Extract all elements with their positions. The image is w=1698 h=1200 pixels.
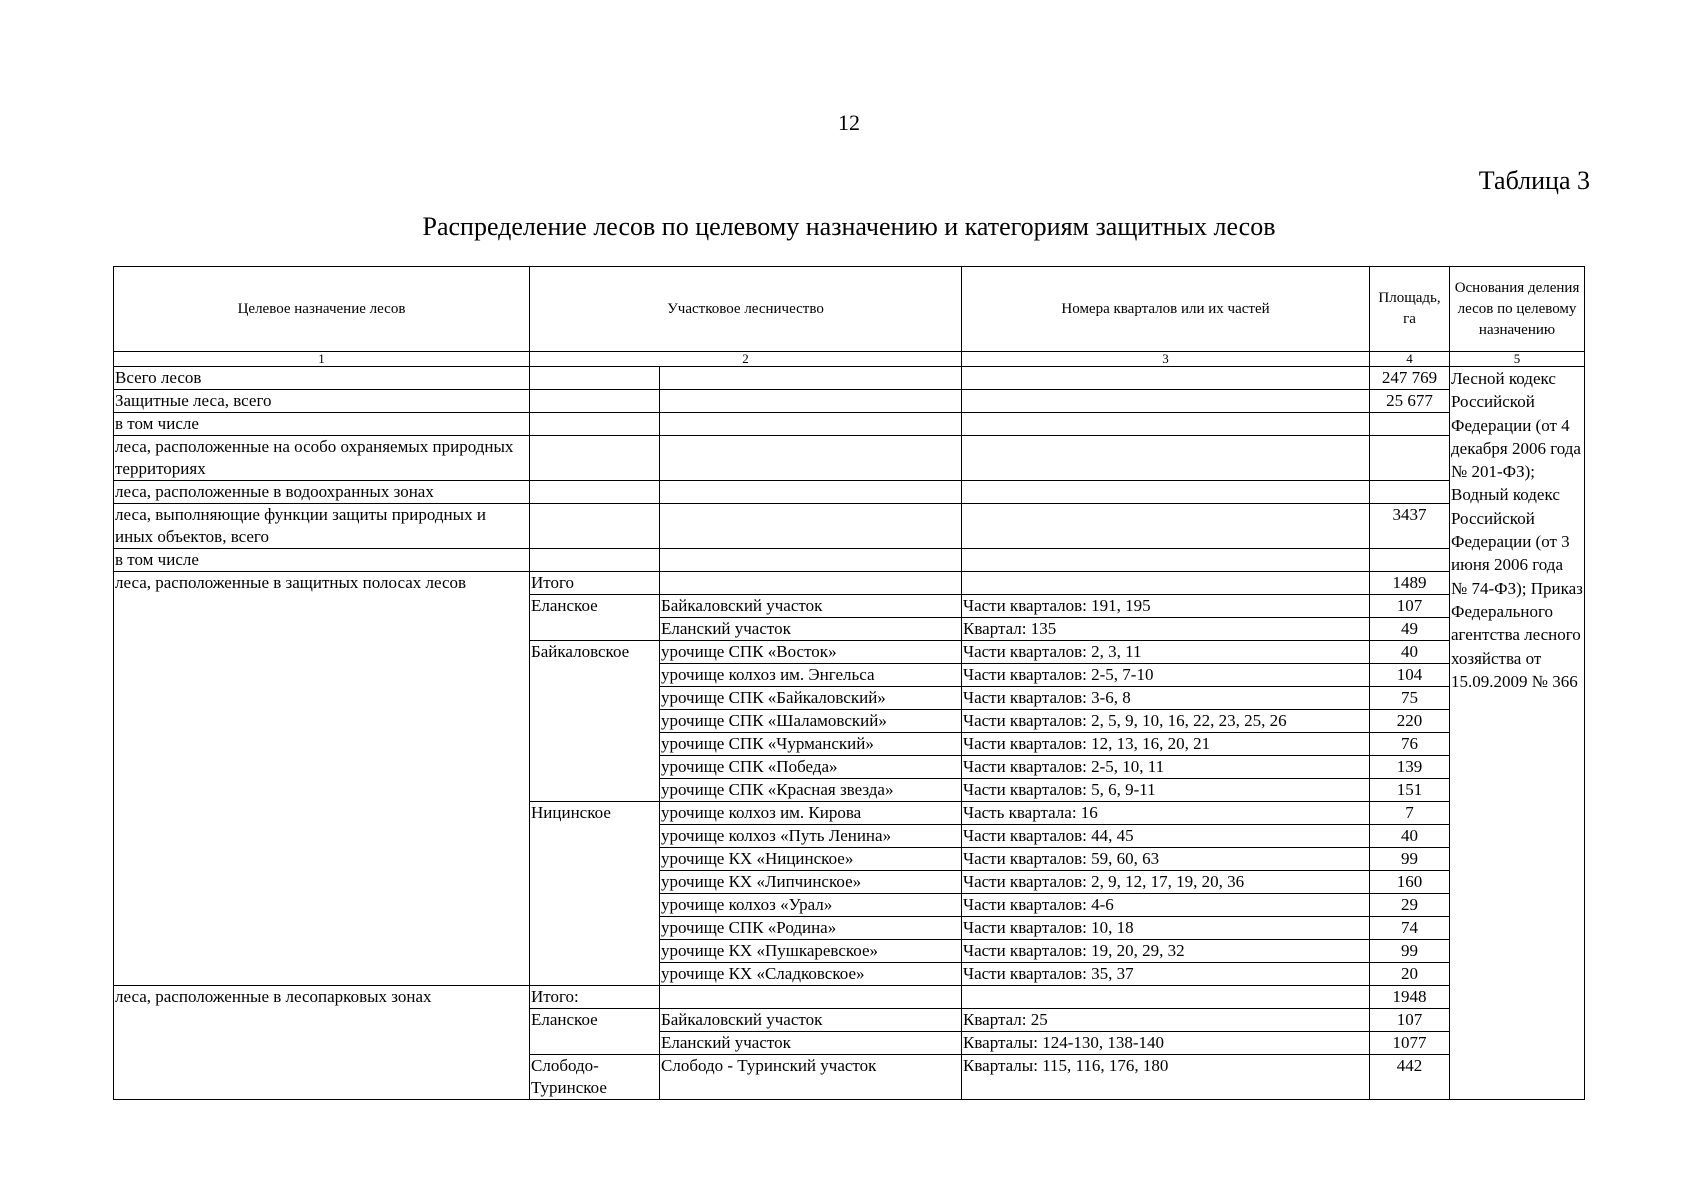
row-quarters — [962, 481, 1370, 504]
row-site — [660, 572, 962, 595]
row-area: 1077 — [1370, 1032, 1450, 1055]
row-area: 104 — [1370, 664, 1450, 687]
row-forestry: Еланское — [530, 1009, 660, 1055]
row-site: урочище СПК «Победа» — [660, 756, 962, 779]
row-site — [660, 986, 962, 1009]
row-area: 99 — [1370, 940, 1450, 963]
table-row — [114, 390, 1585, 413]
row-area: 76 — [1370, 733, 1450, 756]
table-title: Распределение лесов по целевому назначению и категориям защитных лесов — [422, 212, 1276, 241]
row-site — [660, 390, 962, 413]
row-quarters — [962, 504, 1370, 549]
row-site: урочище КХ «Пушкаревское» — [660, 940, 962, 963]
header-area: Площадь, га — [1370, 267, 1450, 352]
row-forestry — [530, 549, 660, 572]
row-quarters — [962, 986, 1370, 1009]
row-site — [660, 436, 962, 481]
basis-cell: Лесной кодекс Российской Федерации (от 4 декабря 2006 года № 201-ФЗ); Водный кодекс Российской Федерации (от 3 июня 2006 года № 74-ФЗ); Приказ Федерального агентства лесного хозяйства от 15.09.2009 № 366 — [1450, 367, 1585, 1100]
row-area: 99 — [1370, 848, 1450, 871]
row-purpose: в том числе — [114, 413, 530, 436]
table-row — [114, 572, 1585, 595]
row-area: 20 — [1370, 963, 1450, 986]
column-number-row — [114, 352, 1585, 367]
row-quarters: Части кварталов: 4-6 — [962, 894, 1370, 917]
row-quarters — [962, 572, 1370, 595]
row-site — [660, 549, 962, 572]
row-area: 7 — [1370, 802, 1450, 825]
column-number: 2 — [530, 352, 962, 367]
row-area: 49 — [1370, 618, 1450, 641]
row-quarters: Части кварталов: 2, 3, 11 — [962, 641, 1370, 664]
row-site: урочище СПК «Чурманский» — [660, 733, 962, 756]
row-quarters: Части кварталов: 2, 5, 9, 10, 16, 22, 23, 25, 26 — [962, 710, 1370, 733]
table-row — [114, 436, 1585, 481]
row-purpose: леса, расположенные в лесопарковых зонах — [114, 986, 530, 1100]
page-number: 12 — [838, 110, 860, 135]
row-quarters — [962, 436, 1370, 481]
row-forestry: Байкаловское — [530, 641, 660, 802]
column-number: 3 — [962, 352, 1370, 367]
row-forestry — [530, 367, 660, 390]
row-area: 220 — [1370, 710, 1450, 733]
row-forestry — [530, 413, 660, 436]
row-area: 1489 — [1370, 572, 1450, 595]
row-purpose: в том числе — [114, 549, 530, 572]
row-area: 40 — [1370, 641, 1450, 664]
row-site: урочище колхоз им. Энгельса — [660, 664, 962, 687]
row-area — [1370, 549, 1450, 572]
row-site: урочище КХ «Сладковское» — [660, 963, 962, 986]
table-header-row — [114, 267, 1585, 352]
row-area: 40 — [1370, 825, 1450, 848]
row-area: 442 — [1370, 1055, 1450, 1100]
row-quarters: Части кварталов: 35, 37 — [962, 963, 1370, 986]
row-site — [660, 367, 962, 390]
header-quarters: Номера кварталов или их частей — [962, 267, 1370, 352]
row-site: урочище КХ «Липчинское» — [660, 871, 962, 894]
row-quarters — [962, 413, 1370, 436]
row-site: урочище колхоз им. Кирова — [660, 802, 962, 825]
row-quarters — [962, 367, 1370, 390]
row-quarters: Части кварталов: 3-6, 8 — [962, 687, 1370, 710]
row-site — [660, 504, 962, 549]
row-area: 107 — [1370, 595, 1450, 618]
table-row — [114, 504, 1585, 549]
row-purpose: Всего лесов — [114, 367, 530, 390]
table-row — [114, 413, 1585, 436]
row-forestry — [530, 390, 660, 413]
table-row — [114, 986, 1585, 1009]
row-quarters: Квартал: 135 — [962, 618, 1370, 641]
row-quarters: Часть квартала: 16 — [962, 802, 1370, 825]
row-site: урочище колхоз «Урал» — [660, 894, 962, 917]
row-quarters: Части кварталов: 191, 195 — [962, 595, 1370, 618]
row-quarters: Части кварталов: 10, 18 — [962, 917, 1370, 940]
row-site: урочище СПК «Байкаловский» — [660, 687, 962, 710]
row-quarters: Части кварталов: 44, 45 — [962, 825, 1370, 848]
row-quarters: Части кварталов: 5, 6, 9-11 — [962, 779, 1370, 802]
row-area: 25 677 — [1370, 390, 1450, 413]
row-site — [660, 481, 962, 504]
row-forestry: Слободо-Туринское — [530, 1055, 660, 1100]
table-label: Таблица 3 — [1478, 166, 1590, 195]
row-purpose: леса, расположенные в водоохранных зонах — [114, 481, 530, 504]
table-row — [114, 367, 1585, 390]
row-site: Байкаловский участок — [660, 1009, 962, 1032]
column-number: 4 — [1370, 352, 1450, 367]
row-forestry: Ницинское — [530, 802, 660, 986]
row-forestry — [530, 481, 660, 504]
row-area — [1370, 481, 1450, 504]
row-quarters: Части кварталов: 2-5, 10, 11 — [962, 756, 1370, 779]
column-number: 1 — [114, 352, 530, 367]
table-row — [114, 549, 1585, 572]
row-site: урочище СПК «Восток» — [660, 641, 962, 664]
row-quarters: Части кварталов: 12, 13, 16, 20, 21 — [962, 733, 1370, 756]
row-site: урочище СПК «Красная звезда» — [660, 779, 962, 802]
row-quarters: Квартал: 25 — [962, 1009, 1370, 1032]
row-site: урочище колхоз «Путь Ленина» — [660, 825, 962, 848]
row-area: 29 — [1370, 894, 1450, 917]
row-purpose: леса, выполняющие функции защиты природных и иных объектов, всего — [114, 504, 530, 549]
row-site: Еланский участок — [660, 1032, 962, 1055]
column-number: 5 — [1450, 352, 1585, 367]
row-area: 3437 — [1370, 504, 1450, 549]
row-site: урочище СПК «Родина» — [660, 917, 962, 940]
row-area: 160 — [1370, 871, 1450, 894]
row-quarters: Части кварталов: 59, 60, 63 — [962, 848, 1370, 871]
row-area — [1370, 436, 1450, 481]
row-site: Слободо - Туринский участок — [660, 1055, 962, 1100]
row-forestry: Еланское — [530, 595, 660, 641]
row-purpose: Защитные леса, всего — [114, 390, 530, 413]
row-area: 1948 — [1370, 986, 1450, 1009]
table-row — [114, 481, 1585, 504]
row-site: Байкаловский участок — [660, 595, 962, 618]
row-area — [1370, 413, 1450, 436]
row-quarters: Кварталы: 124-130, 138-140 — [962, 1032, 1370, 1055]
header-purpose: Целевое назначение лесов — [114, 267, 530, 352]
forest-distribution-table — [113, 266, 1585, 1100]
row-site: урочище СПК «Шаламовский» — [660, 710, 962, 733]
header-basis: Основания деления лесов по целевому назначению — [1450, 267, 1585, 352]
header-forestry: Участковое лесничество — [530, 267, 962, 352]
row-quarters: Части кварталов: 2, 9, 12, 17, 19, 20, 36 — [962, 871, 1370, 894]
row-area: 151 — [1370, 779, 1450, 802]
row-quarters — [962, 549, 1370, 572]
row-area: 107 — [1370, 1009, 1450, 1032]
row-site: Еланский участок — [660, 618, 962, 641]
row-forestry — [530, 436, 660, 481]
row-quarters — [962, 390, 1370, 413]
row-forestry — [530, 504, 660, 549]
row-purpose: леса, расположенные на особо охраняемых природных территориях — [114, 436, 530, 481]
row-area: 74 — [1370, 917, 1450, 940]
row-quarters: Части кварталов: 19, 20, 29, 32 — [962, 940, 1370, 963]
row-total-label: Итого — [530, 572, 660, 595]
row-quarters: Кварталы: 115, 116, 176, 180 — [962, 1055, 1370, 1100]
row-site — [660, 413, 962, 436]
row-area: 247 769 — [1370, 367, 1450, 390]
row-total-label: Итого: — [530, 986, 660, 1009]
row-purpose: леса, расположенные в защитных полосах лесов — [114, 572, 530, 986]
row-area: 75 — [1370, 687, 1450, 710]
row-quarters: Части кварталов: 2-5, 7-10 — [962, 664, 1370, 687]
row-site: урочище КХ «Ницинское» — [660, 848, 962, 871]
row-area: 139 — [1370, 756, 1450, 779]
